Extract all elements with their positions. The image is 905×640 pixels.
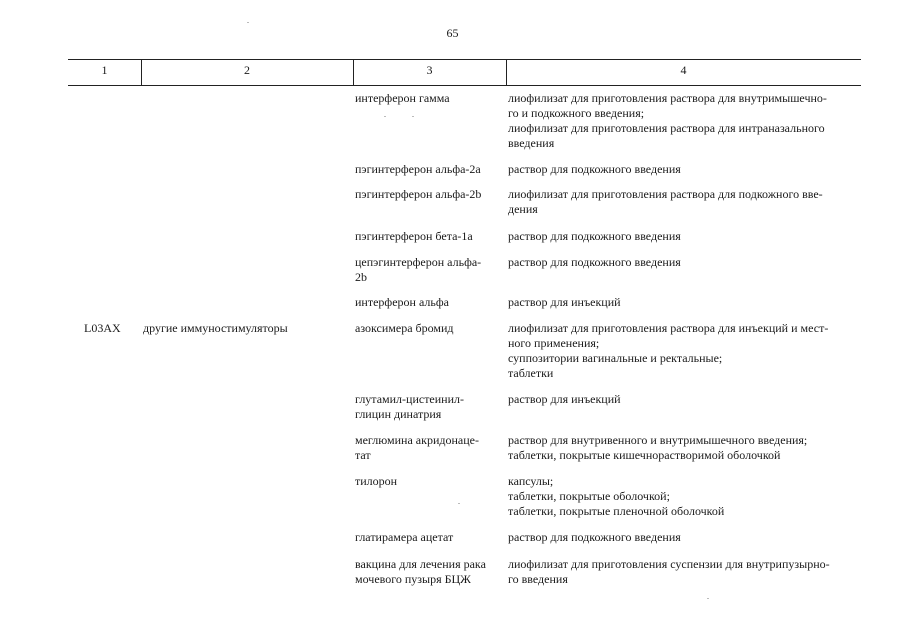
substance-line: пэгинтерферон бета-1а — [355, 229, 473, 243]
dosage-form-line: раствор для подкожного введения — [508, 530, 681, 544]
header-col-1: 1 — [101, 63, 108, 77]
header-col-4: 4 — [680, 63, 687, 77]
substance-line: тат — [355, 448, 371, 462]
substance-line: цепэгинтерферон альфа- — [355, 255, 482, 269]
substance-cell — [355, 255, 481, 285]
dosage-form-line: раствор для внутривенного и внутримышечного введения; — [508, 433, 808, 447]
dosage-form-line: го и подкожного введения; — [508, 106, 645, 120]
dosage-form-line: введения — [508, 136, 555, 150]
substance-line: интерферон гамма — [355, 91, 450, 105]
dosage-form-cell — [508, 229, 681, 244]
dosage-form-line: капсулы; — [508, 474, 554, 488]
dosage-form-line: ного применения; — [508, 336, 600, 350]
dosage-form-line: го введения — [508, 572, 568, 586]
dosage-form-line: дения — [508, 202, 538, 216]
dosage-form-cell — [508, 255, 681, 270]
atc-code: L03AX — [84, 321, 121, 335]
substance-line: тилорон — [355, 474, 398, 488]
substance-cell — [355, 229, 473, 244]
dosage-form-cell — [508, 392, 621, 407]
page-number: 65 — [446, 26, 459, 40]
substance-line: глутамил-цистеинил- — [355, 392, 465, 406]
substance-line: 2b — [355, 270, 367, 284]
dosage-form-line: раствор для инъекций — [508, 392, 621, 406]
header-bottom-rule — [68, 85, 861, 86]
dosage-form-line: суппозитории вагинальные и ректальные; — [508, 351, 723, 365]
substance-cell — [355, 187, 481, 202]
substance-line: мочевого пузыря БЦЖ — [355, 572, 471, 586]
dosage-form-line: лиофилизат для приготовления раствора для инъекций и мест- — [508, 321, 829, 335]
dosage-form-line: лиофилизат для приготовления раствора для интраназального — [508, 121, 825, 135]
scan-speck — [384, 116, 386, 117]
dosage-form-line: лиофилизат для приготовления раствора для внутримышечно- — [508, 91, 827, 105]
scan-speck — [247, 22, 249, 23]
dosage-form-cell — [508, 321, 828, 381]
dosage-form-cell — [508, 433, 807, 463]
substance-line: вакцина для лечения рака — [355, 557, 486, 571]
header-col-2: 2 — [244, 63, 250, 77]
dosage-form-line: таблетки, покрытые пленочной оболочкой — [508, 504, 725, 518]
dosage-form-line: лиофилизат для приготовления суспензии для внутрипузырно- — [508, 557, 830, 571]
header-top-rule — [68, 59, 861, 60]
dosage-form-line: раствор для подкожного введения — [508, 255, 681, 269]
dosage-form-line: раствор для подкожного введения — [508, 229, 681, 243]
substance-cell — [355, 321, 454, 336]
scan-speck — [707, 598, 709, 599]
dosage-form-cell — [508, 557, 830, 587]
substance-line: интерферон альфа — [355, 295, 449, 309]
scan-speck — [412, 116, 414, 117]
dosage-form-cell — [508, 91, 827, 151]
substance-line: глатирамера ацетат — [355, 530, 454, 544]
substance-line: пэгинтерферон альфа-2b — [355, 187, 482, 201]
substance-cell — [355, 295, 449, 310]
dosage-form-cell — [508, 187, 823, 217]
substance-cell — [355, 530, 453, 545]
substance-line: глицин динатрия — [355, 407, 442, 421]
dosage-form-line: раствор для подкожного введения — [508, 162, 681, 176]
substance-line: пэгинтерферон альфа-2а — [355, 162, 481, 176]
dosage-form-line: таблетки — [508, 366, 554, 380]
substance-cell — [355, 474, 397, 489]
substance-cell — [355, 91, 450, 106]
dosage-form-cell — [508, 530, 681, 545]
dosage-form-cell — [508, 295, 621, 310]
dosage-form-cell — [508, 162, 681, 177]
substance-line: меглюмина акридонаце- — [355, 433, 479, 447]
dosage-form-line: таблетки, покрытые кишечнорастворимой оболочкой — [508, 448, 781, 462]
substance-cell — [355, 162, 481, 177]
dosage-form-line: таблетки, покрытые оболочкой; — [508, 489, 670, 503]
scan-speck — [458, 503, 460, 504]
dosage-form-line: лиофилизат для приготовления раствора для подкожного вве- — [508, 187, 823, 201]
dosage-form-cell — [508, 474, 724, 519]
dosage-form-line: раствор для инъекций — [508, 295, 621, 309]
atc-group-name: другие иммуностимуляторы — [143, 321, 288, 335]
substance-cell — [355, 433, 479, 463]
substance-cell — [355, 392, 464, 422]
substance-cell — [355, 557, 486, 587]
substance-line: азоксимера бромид — [355, 321, 454, 335]
header-col-3: 3 — [426, 63, 433, 77]
